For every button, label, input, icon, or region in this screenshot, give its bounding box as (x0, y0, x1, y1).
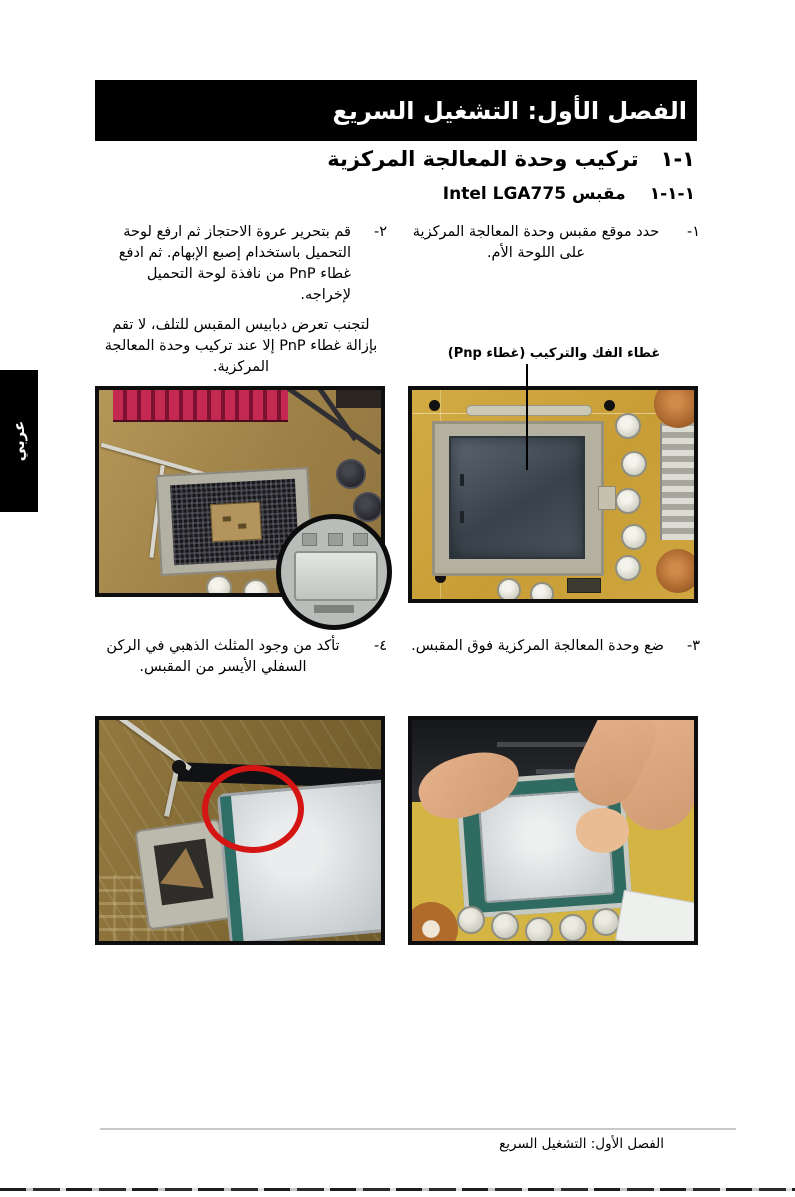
cap-slot (460, 511, 464, 523)
pink-heatsink (113, 390, 288, 422)
capacitor (615, 413, 641, 439)
step-1-number: ١- (686, 224, 700, 240)
capacitor (206, 575, 232, 597)
step-1-text: حدد موقع مقبس وحدة المعالجة المركزية على اللوحة الأم. (412, 224, 660, 261)
step-2 (95, 222, 387, 378)
subsection-title: مقبس Intel LGA775 (442, 184, 626, 204)
plate-opening (154, 838, 214, 905)
step-4 (95, 636, 387, 678)
language-label: عربي (10, 420, 28, 462)
red-circle-annotation (202, 765, 304, 853)
section-number: ١-١ (660, 147, 695, 171)
lever-joint (172, 760, 186, 774)
choke-coil (656, 549, 698, 593)
step-2-text: قم بتحرير عروة الاحتجاز ثم ارفع لوحة التحميل باستخدام إصبع الإبهام. ثم ادفع غطاء PnP من نافذة لوحة التحميل لإخراجه. (118, 224, 351, 303)
step-2-note: لتجنب تعرض دبابيس المقبس للتلف، لا تقم بإزالة غطاء PnP إلا عند تركيب وحدة المعالجة المركزية. (104, 317, 378, 375)
page-scan-edge (0, 1188, 795, 1191)
language-side-tab (0, 370, 38, 512)
subsection-heading (443, 184, 695, 204)
step-4-number: ٤- (373, 638, 387, 654)
pnp-cap-closeup (294, 551, 379, 602)
pnp-cap-pointer-line (526, 364, 528, 470)
load-lever-bar (466, 405, 592, 416)
section-heading (327, 147, 695, 171)
step-3 (408, 636, 700, 657)
capacitor (530, 582, 554, 603)
golden-triangle (160, 845, 208, 887)
step-4-text: تأكد من وجود المثلث الذهبي في الركن السفلي الأيسر من المقبس. (106, 638, 340, 675)
pnp-cap (449, 436, 586, 559)
fingertip (576, 808, 630, 852)
smd-chip (567, 578, 601, 593)
capacitor (457, 906, 485, 934)
capacitor (336, 459, 366, 489)
capacitor (559, 914, 587, 942)
step-1 (408, 222, 700, 264)
socket-center-window (210, 502, 262, 543)
capacitor (353, 492, 383, 522)
cap-slot (460, 474, 464, 486)
capacitor (615, 555, 641, 581)
vrm-heatsink (660, 423, 696, 540)
section-title: تركيب وحدة المعالجة المركزية (327, 147, 639, 171)
photo-socket-with-pnp-cap (408, 386, 698, 603)
cap-tab (328, 533, 343, 546)
pcb-speck (238, 523, 246, 528)
capacitor (497, 578, 521, 602)
chapter-header-bar (95, 80, 697, 141)
choke-coil (654, 386, 698, 428)
cap-tab (302, 533, 317, 546)
cap-tab (353, 533, 368, 546)
step-3-text: ضع وحدة المعالجة المركزية فوق المقبس. (411, 638, 664, 654)
footer-chapter-text: الفصل الأول: التشغيل السريع (499, 1136, 664, 1152)
step-2-number: ٢- (373, 224, 387, 240)
capacitor (525, 917, 553, 945)
pnp-cap-label: غطاء الفك والتركيب (غطاء Pnp) (447, 346, 661, 361)
socket-latch-tab (598, 486, 616, 510)
cap-slot (314, 605, 354, 613)
photo-placing-cpu (408, 716, 698, 945)
capacitor (621, 524, 647, 550)
photo-golden-triangle-check (95, 716, 385, 945)
chapter-title: الفصل الأول: التشغيل السريع (332, 96, 687, 125)
subsection-number: ١-١-١ (649, 184, 695, 204)
dark-component (336, 390, 381, 408)
capacitor (621, 451, 647, 477)
pcb-speck (223, 516, 231, 521)
pnp-cap-inset-magnifier (276, 514, 392, 630)
step-3-number: ٣- (686, 638, 700, 654)
footer-rule (100, 1128, 736, 1130)
